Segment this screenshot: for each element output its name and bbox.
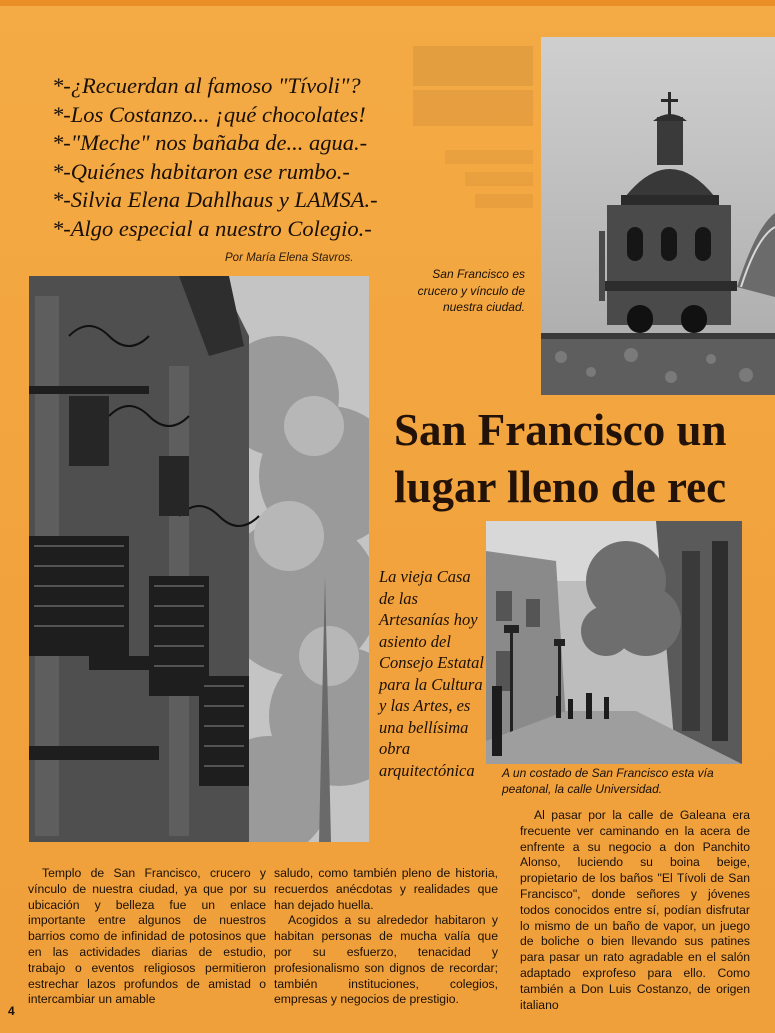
dome-photo-caption: San Francisco es crucero y vínculo de nuestra ciudad. (417, 267, 525, 314)
paragraph: saludo, como también pleno de historia, recuerdos anécdotas y realidades que han dejado huella. (274, 866, 498, 912)
quote-line: *-Los Costanzo... ¡qué chocolates! (52, 101, 366, 127)
article-column-3 (520, 808, 750, 1013)
byline: Por María Elena Stavros. (225, 252, 354, 264)
paragraph: Al pasar por la calle de Galeana era frecuente ver caminando en la acera de enfrente a su negocio a don Panchito Alonso, luciendo su boina beige, propietario de los baños "El Tívoli de San Francisco", donde señores y jóvenes todos conocidos entre sí, podían disfrutar lo mismo de un baño de vapor, un juego de boliche o bien llevando sus patines para pasar un rato agradable en el salón adaptado exprofeso para ello. Como también a Don Luis Costanzo, de origen italiano (520, 808, 750, 1012)
article-column-1 (28, 866, 266, 1008)
paragraph: Templo de San Francisco, crucero y vínculo de nuestra ciudad, ya que por su ubicación y belleza fue un enlace importante entre algunos de nuestros barrios como de infinidad de potosinos que en las actividades diarias de estudio, trabajo o eventos religiosos permitieron estrechar lazos profundos de amistad o intercambiar un amable (28, 866, 266, 1007)
article-column-2 (274, 866, 498, 1008)
paragraph: Acogidos a su alrededor habitaron y habitan personas de mucha valía que por su esfuerzo, tenacidad y profesionalismo son dignos de recordar; también instituciones, colegios, empresas y negocios de prestigio. (274, 913, 498, 1007)
quote-line: *-¿Recuerdan al famoso "Tívoli"? (52, 73, 361, 98)
page-number: 4 (8, 1004, 15, 1018)
headline-line-2: lugar lleno de rec (394, 462, 727, 512)
quote-line: *-Silvia Elena Dahlhaus y LAMSA.- (52, 187, 378, 212)
pull-quote: La vieja Casa de las Artesanías hoy asiento del Consejo Estatal para la Cultura y las Artes, es una bellísima obra arquitectónica (379, 567, 484, 780)
street-photo-caption: A un costado de San Francisco esta vía peatonal, la calle Universidad. (502, 766, 714, 796)
pedestrian-street-photo (486, 521, 742, 764)
quote-line: *-Algo especial a nuestro Colegio.- (52, 215, 372, 241)
headline-line-1: San Francisco un (394, 405, 727, 455)
quote-line: *-"Meche" nos bañaba de... agua.- (52, 130, 368, 155)
intro-quotes (52, 72, 532, 243)
top-border (0, 0, 775, 6)
colonial-building-photo (29, 276, 369, 842)
quote-line: *-Quiénes habitaron ese rumbo.- (52, 158, 350, 184)
article-headline (394, 402, 775, 516)
church-dome-photo (541, 37, 775, 395)
